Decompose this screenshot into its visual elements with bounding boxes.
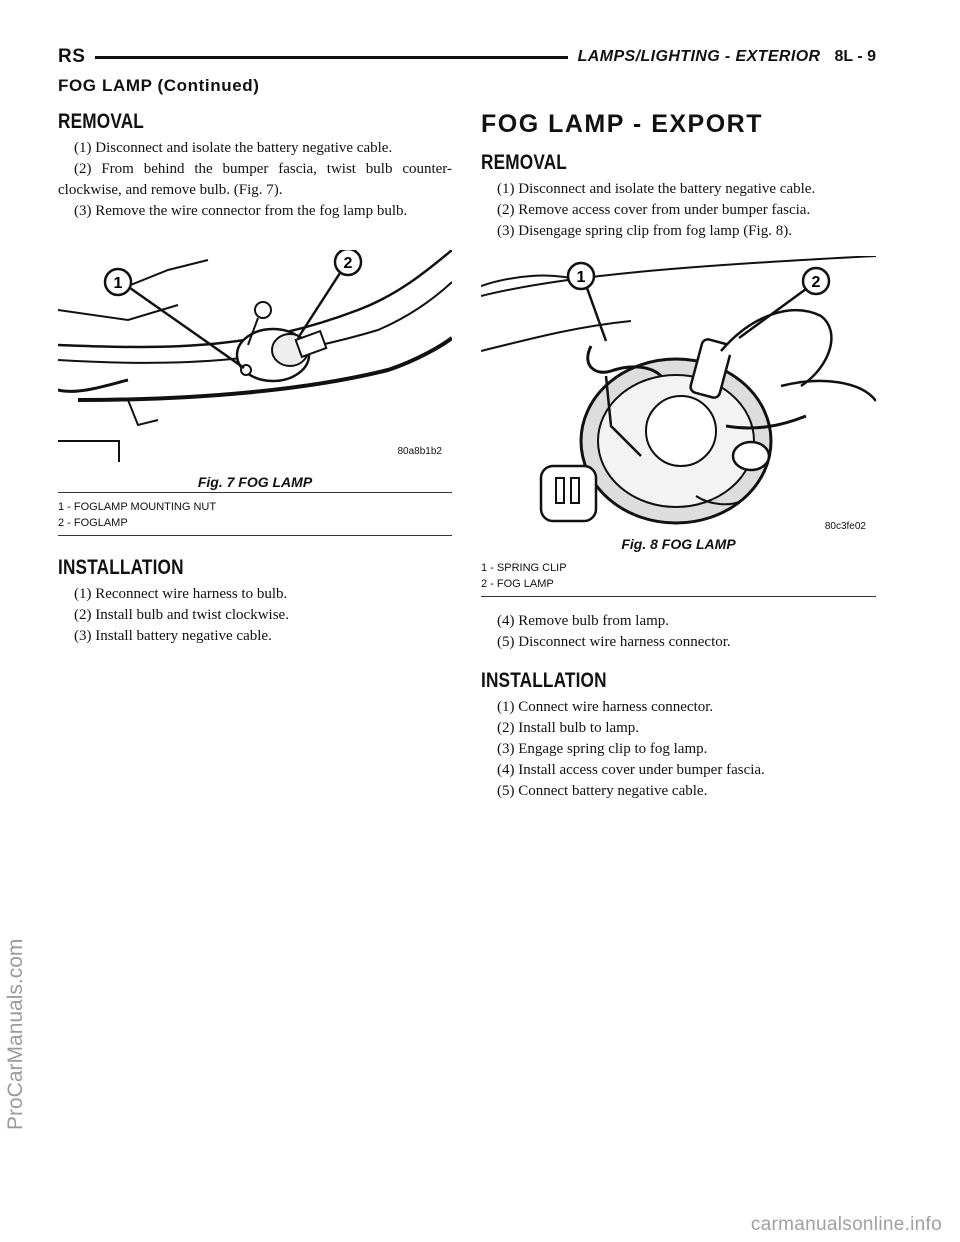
installation-step-3: (3) Engage spring clip to fog lamp. [497, 741, 708, 757]
legend-item: 2 - FOGLAMP [58, 517, 128, 529]
continued-heading: FOG LAMP (Continued) [58, 76, 260, 95]
installation-step-5: (5) Connect battery negative cable. [497, 783, 708, 799]
left-column [58, 108, 452, 647]
removal-step-1: (1) Disconnect and isolate the battery negative cable. [497, 181, 816, 197]
figure-caption: Fig. 7 FOG LAMP [197, 474, 313, 490]
page-number: 8L - 9 [834, 48, 876, 65]
figure-8 [481, 256, 876, 552]
bottom-watermark: carmanualsonline.info [750, 1214, 942, 1235]
legend-item: 1 - FOGLAMP MOUNTING NUT [58, 501, 217, 513]
manual-code: RS [58, 46, 86, 67]
removal-step-2: (2) From behind the bumper fascia, twist bulb counter-clockwise, and remove bulb. (Fig. 7). [58, 161, 452, 198]
installation-step-4: (4) Install access cover under bumper fascia. [497, 762, 765, 778]
figure-code: 80c3fe02 [824, 521, 866, 532]
installation-step-1: (1) Reconnect wire harness to bulb. [74, 586, 288, 602]
installation-step-2: (2) Install bulb and twist clockwise. [74, 607, 289, 623]
removal-step-5: (5) Disconnect wire harness connector. [497, 634, 731, 650]
header-rule [95, 56, 567, 59]
removal-heading: REMOVAL [481, 151, 567, 174]
removal-step-4: (4) Remove bulb from lamp. [497, 613, 670, 629]
figure-legend [58, 493, 452, 536]
right-column [481, 108, 876, 802]
installation-step-3: (3) Install battery negative cable. [74, 628, 272, 644]
figure-7 [58, 250, 452, 493]
callout-1: 1 [113, 275, 123, 292]
figure-legend [481, 552, 876, 597]
removal-heading: REMOVAL [58, 110, 144, 133]
removal-step-2: (2) Remove access cover from under bumper fascia. [497, 202, 811, 218]
removal-step-3: (3) Remove the wire connector from the fog lamp bulb. [74, 203, 408, 219]
installation-heading: INSTALLATION [58, 556, 184, 579]
callout-1: 1 [576, 269, 586, 286]
figure-code: 80a8b1b2 [397, 446, 442, 457]
section-title: FOG LAMP - EXPORT [481, 110, 763, 138]
figure-caption: Fig. 8 FOG LAMP [621, 536, 736, 552]
removal-step-1: (1) Disconnect and isolate the battery negative cable. [74, 140, 393, 156]
installation-step-1: (1) Connect wire harness connector. [497, 699, 714, 715]
removal-step-3: (3) Disengage spring clip from fog lamp (Fig. 8). [497, 223, 792, 239]
installation-step-2: (2) Install bulb to lamp. [497, 720, 640, 736]
callout-2: 2 [343, 255, 353, 272]
chapter-title: LAMPS/LIGHTING - EXTERIOR [577, 48, 821, 65]
fog-lamp-illustration [58, 250, 452, 430]
legend-item: 2 - FOG LAMP [481, 578, 554, 590]
callout-2: 2 [811, 274, 821, 291]
side-watermark: ProCarManuals.com [4, 938, 27, 1130]
fog-lamp-export-illustration [481, 256, 876, 536]
legend-item: 1 - SPRING CLIP [481, 562, 567, 574]
page-header [58, 44, 876, 70]
installation-heading: INSTALLATION [481, 669, 607, 692]
